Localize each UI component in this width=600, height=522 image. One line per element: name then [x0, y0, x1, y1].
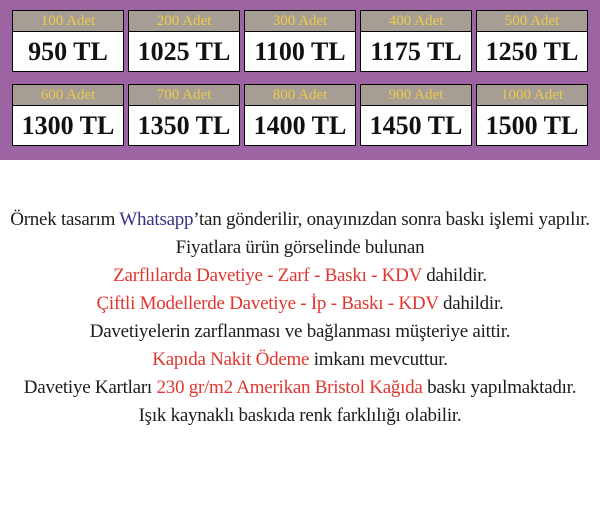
price-cell	[128, 84, 240, 146]
note-customer-responsibility: Davetiyelerin zarflanması ve bağlanması müşteriye aittir.	[89, 321, 511, 342]
quantity-header: 600 Adet	[13, 85, 123, 106]
price-cell	[128, 10, 240, 72]
note-cash-on-delivery-black: imkanı mevcuttur.	[309, 349, 448, 370]
note-twin-model-includes-black: dahildir.	[438, 293, 504, 314]
price-cell	[12, 10, 124, 72]
note-cash-on-delivery	[0, 346, 600, 374]
note-sample-pre: Örnek tasarım	[10, 209, 120, 230]
note-color-disclaimer: Işık kaynaklı baskıda renk farklılığı olabilir.	[138, 405, 462, 426]
price-banner	[0, 0, 600, 160]
quantity-header: 100 Adet	[13, 11, 123, 32]
price-value: 1300 TL	[21, 111, 115, 140]
note-twin-model-includes	[0, 290, 600, 318]
note-paper-spec	[0, 374, 600, 402]
price-cell	[244, 10, 356, 72]
note-envelope-includes	[0, 262, 600, 290]
note-envelope-includes-red: Zarflılarda Davetiye - Zarf - Baskı - KDV	[113, 265, 422, 286]
price-value: 1450 TL	[369, 111, 463, 140]
note-price-includes-title: Fiyatlara ürün görselinde bulunan	[175, 237, 425, 258]
price-cell	[360, 84, 472, 146]
quantity-header: 1000 Adet	[477, 85, 587, 106]
price-value: 950 TL	[28, 37, 108, 66]
price-row-2	[12, 84, 588, 146]
quantity-header: 900 Adet	[361, 85, 471, 106]
quantity-header: 700 Adet	[129, 85, 239, 106]
price-value: 1025 TL	[137, 37, 231, 66]
note-envelope-includes-black: dahildir.	[421, 265, 487, 286]
price-value: 1100 TL	[254, 37, 346, 66]
quantity-header: 800 Adet	[245, 85, 355, 106]
whatsapp-link[interactable]: Whatsapp	[119, 209, 194, 230]
price-cell	[12, 84, 124, 146]
note-sample-post: ’tan gönderilir, onayınızdan sonra baskı işlemi yapılır.	[193, 209, 590, 230]
price-value: 1350 TL	[137, 111, 231, 140]
price-row-1	[12, 10, 588, 72]
note-sample-design	[0, 206, 600, 234]
price-cell	[476, 10, 588, 72]
price-value: 1175 TL	[370, 37, 462, 66]
price-cell	[476, 84, 588, 146]
note-paper-spec-pre: Davetiye Kartları	[23, 377, 157, 398]
quantity-header: 500 Adet	[477, 11, 587, 32]
price-cell	[360, 10, 472, 72]
note-paper-spec-post: baskı yapılmaktadır.	[422, 377, 577, 398]
quantity-header: 200 Adet	[129, 11, 239, 32]
price-value: 1400 TL	[253, 111, 347, 140]
price-value: 1500 TL	[485, 111, 579, 140]
note-paper-spec-red: 230 gr/m2 Amerikan Bristol Kağıda	[156, 377, 423, 398]
quantity-header: 300 Adet	[245, 11, 355, 32]
price-value: 1250 TL	[485, 37, 579, 66]
quantity-header: 400 Adet	[361, 11, 471, 32]
note-twin-model-includes-red: Çiftli Modellerde Davetiye - İp - Baskı - KDV	[96, 293, 439, 314]
order-notes	[0, 160, 600, 430]
note-cash-on-delivery-red: Kapıda Nakit Ödeme	[152, 349, 310, 370]
price-cell	[244, 84, 356, 146]
